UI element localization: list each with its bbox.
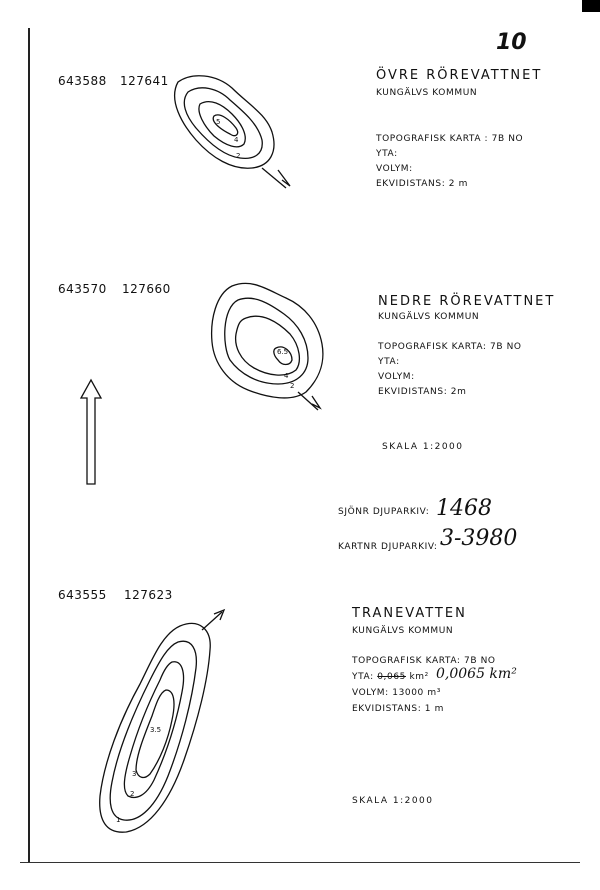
lake3-topo: TOPOGRAFISK KARTA: 7B NO bbox=[352, 656, 496, 666]
lake3-coord-north: 643555 bbox=[58, 588, 107, 602]
kartnr-label: KARTNR DJUPARKIV: bbox=[338, 542, 438, 552]
lake2-volym: VOLYM: bbox=[378, 372, 415, 382]
lake2-name: NEDRE RÖREVATTNET bbox=[378, 294, 556, 309]
lake3-name: TRANEVATTEN bbox=[352, 606, 467, 621]
lake3-yta-handwritten: 0,0065 km² bbox=[436, 666, 517, 682]
kartnr-value: 3-3980 bbox=[440, 526, 518, 551]
lake2-kommun: KUNGÄLVS KOMMUN bbox=[378, 312, 480, 322]
lake1-coord-east: 127641 bbox=[120, 74, 169, 88]
lake3-label-35: 3.5 bbox=[150, 726, 162, 734]
lake2-ekvidistans: EKVIDISTANS: 2m bbox=[378, 387, 467, 397]
lake3-yta-unit: km² bbox=[409, 672, 429, 682]
sjonr-label: SJÖNR DJUPARKIV: bbox=[338, 507, 430, 517]
lake1-map bbox=[175, 76, 290, 188]
lake3-scale: SKALA 1:2000 bbox=[352, 796, 434, 806]
lake1-contour-2 bbox=[184, 88, 262, 159]
lake3-volym: VOLYM: 13000 m³ bbox=[352, 688, 441, 698]
lake1-volym: VOLYM: bbox=[376, 164, 413, 174]
lake2-label-4: 4 bbox=[284, 372, 289, 380]
lake1-label-2: 2 bbox=[236, 152, 241, 160]
lake2-contour-4 bbox=[236, 316, 300, 375]
lake3-kommun: KUNGÄLVS KOMMUN bbox=[352, 626, 454, 636]
lake3-ekvidistans: EKVIDISTANS: 1 m bbox=[352, 704, 444, 714]
lake2-coord-east: 127660 bbox=[122, 282, 171, 296]
lake2-label-65: 6.5 bbox=[277, 348, 289, 356]
north-arrow-icon bbox=[81, 380, 101, 484]
lake3-yta: YTA: bbox=[352, 672, 374, 682]
lake1-name: ÖVRE RÖREVATTNET bbox=[376, 68, 543, 83]
lake3-label-1: 1 bbox=[116, 816, 121, 824]
lake1-ekvidistans: EKVIDISTANS: 2 m bbox=[376, 179, 468, 189]
lake3-label-2: 2 bbox=[130, 790, 135, 798]
lake3-coord-east: 127623 bbox=[124, 588, 173, 602]
page-number: 10 bbox=[496, 30, 527, 55]
lake2-map bbox=[212, 283, 323, 410]
lake3-label-3: 3 bbox=[132, 770, 137, 778]
lake1-topo: TOPOGRAFISK KARTA : 7B NO bbox=[376, 134, 524, 144]
lake1-yta: YTA: bbox=[376, 149, 398, 159]
lake3-inflow-line bbox=[202, 612, 222, 630]
lake2-label-2: 2 bbox=[290, 382, 295, 390]
lake1-coord-north: 643588 bbox=[58, 74, 107, 88]
lake2-shoreline bbox=[212, 283, 323, 398]
lake2-topo: TOPOGRAFISK KARTA: 7B NO bbox=[378, 342, 522, 352]
lake1-label-5: 5 bbox=[216, 118, 221, 126]
lake2-coord-north: 643570 bbox=[58, 282, 107, 296]
lake1-shoreline bbox=[175, 76, 274, 168]
lake2-yta: YTA: bbox=[378, 357, 400, 367]
lake1-label-4: 4 bbox=[234, 136, 239, 144]
lake1-kommun: KUNGÄLVS KOMMUN bbox=[376, 88, 478, 98]
lake2-scale: SKALA 1:2000 bbox=[382, 442, 464, 452]
sjonr-value: 1468 bbox=[436, 496, 492, 521]
lake3-map bbox=[100, 610, 224, 832]
lake1-outflow-line bbox=[262, 168, 286, 188]
lake3-yta-value: 0,065 bbox=[377, 672, 406, 682]
